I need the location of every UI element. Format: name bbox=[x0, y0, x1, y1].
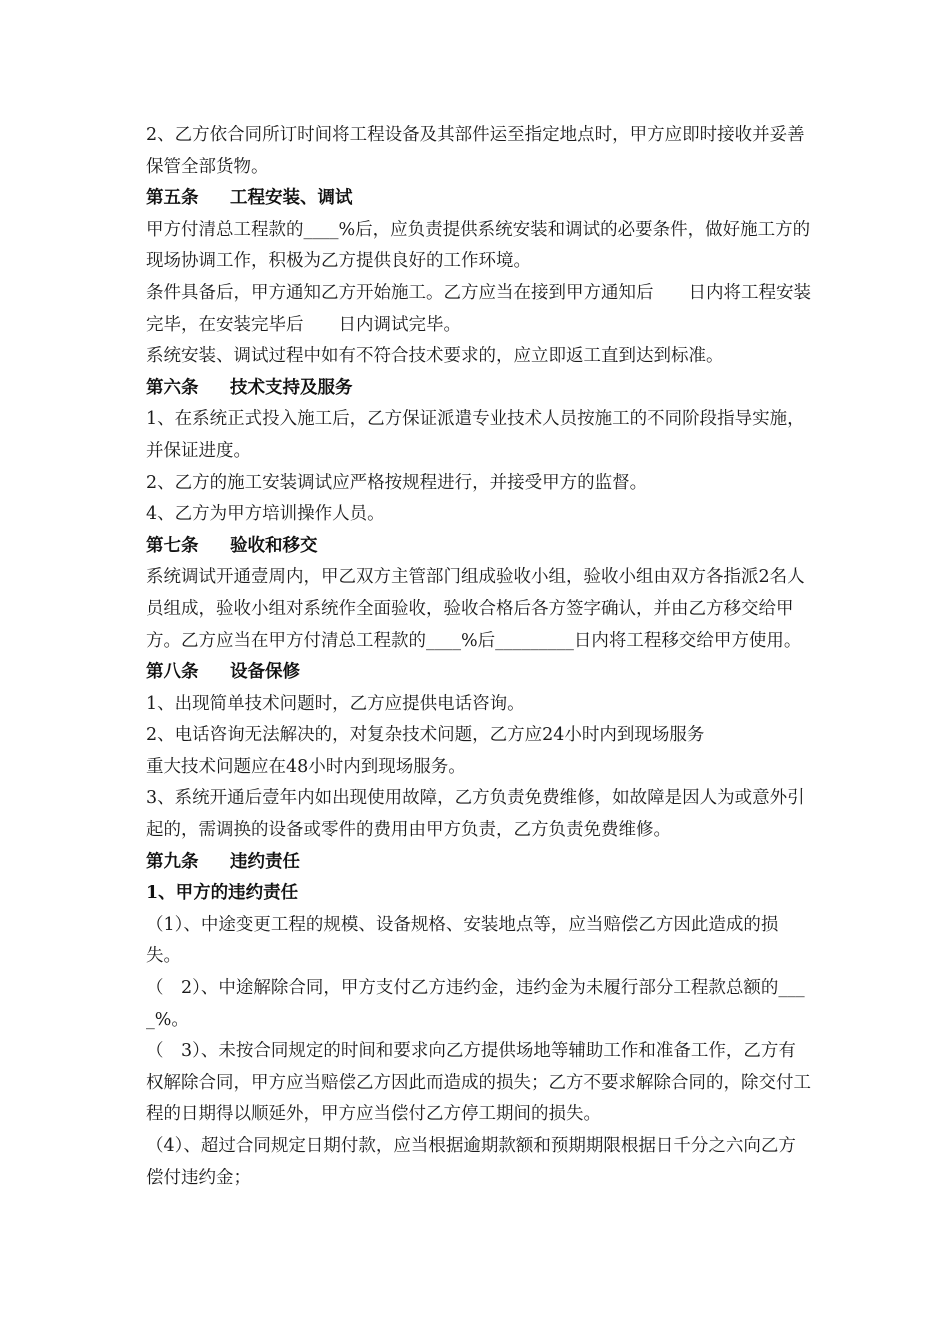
clause-paragraph: （4）、超过合同规定日期付款，应当根据逾期款额和预期期限根据日千分之六向乙方偿付违约金； bbox=[146, 1136, 796, 1188]
section-number: 第九条 bbox=[146, 851, 199, 872]
clause-paragraph: 4、乙方为甲方培训操作人员。 bbox=[146, 504, 385, 525]
clause-paragraph: 1、在系统正式投入施工后，乙方保证派遣专业技术人员按施工的不同阶段指导实施，并保证进度。 bbox=[146, 409, 805, 461]
clause-paragraph: （1）、中途变更工程的规模、设备规格、安装地点等，应当赔偿乙方因此造成的损失。 bbox=[146, 914, 779, 967]
section-title: 工程安装、调试 bbox=[230, 188, 353, 209]
section-title: 设备保修 bbox=[230, 662, 300, 683]
subsection-title: 1、甲方的违约责任 bbox=[146, 883, 299, 904]
document-body bbox=[146, 120, 811, 1194]
clause-paragraph: （ 2）、中途解除合同，甲方支付乙方违约金，违约金为未履行部分工程款总额的____%。 bbox=[146, 978, 805, 1030]
section-number: 第六条 bbox=[146, 377, 199, 398]
section-title: 违约责任 bbox=[230, 851, 300, 872]
clause-paragraph: 1、出现简单技术问题时，乙方应提供电话咨询。 bbox=[146, 693, 525, 714]
section-number: 第八条 bbox=[146, 662, 199, 683]
clause-paragraph: 2、乙方依合同所订时间将工程设备及其部件运至指定地点时，甲方应即时接收并妥善保管全部货物。 bbox=[146, 125, 805, 177]
section-heading-6 bbox=[146, 373, 811, 405]
clause-paragraph: 系统安装、调试过程中如有不符合技术要求的，应立即返工直到达到标准。 bbox=[146, 346, 724, 367]
section-heading-7 bbox=[146, 531, 811, 563]
clause-paragraph: 条件具备后，甲方通知乙方开始施工。乙方应当在接到甲方通知后 日内将工程安装完毕，在安装完毕后 日内调试完毕。 bbox=[146, 282, 811, 335]
clause-paragraph: （ 3）、未按合同规定的时间和要求向乙方提供场地等辅助工作和准备工作，乙方有权解除合同，甲方应当赔偿乙方因此而造成的损失；乙方不要求解除合同的，除交付工程的日期得以顺延外，甲方应当偿付乙方停工期间的损失。 bbox=[146, 1041, 811, 1125]
section-number: 第七条 bbox=[146, 535, 199, 556]
clause-paragraph: 2、乙方的施工安装调试应严格按规程进行，并接受甲方的监督。 bbox=[146, 472, 648, 493]
section-heading-8 bbox=[146, 657, 811, 689]
section-title: 技术支持及服务 bbox=[230, 377, 353, 398]
clause-paragraph: 甲方付清总工程款的____%后，应负责提供系统安装和调试的必要条件，做好施工方的现场协调工作，积极为乙方提供良好的工作环境。 bbox=[146, 219, 811, 272]
clause-paragraph: 系统调试开通壹周内，甲乙双方主管部门组成验收小组，验收小组由双方各指派2名人员组成，验收小组对系统作全面验收，验收合格后各方签字确认，并由乙方移交给甲方。乙方应当在甲方付清总工程款的____%后_________日内将工程移交给甲方使用。 bbox=[146, 567, 805, 651]
section-heading-5 bbox=[146, 183, 811, 215]
clause-paragraph: 2、电话咨询无法解决的，对复杂技术问题，乙方应24小时内到现场服务 bbox=[146, 725, 705, 746]
subsection-heading bbox=[146, 878, 811, 910]
section-title: 验收和移交 bbox=[230, 535, 318, 556]
clause-paragraph: 3、系统开通后壹年内如出现使用故障，乙方负责免费维修，如故障是因人为或意外引起的，需调换的设备或零件的费用由甲方负责，乙方负责免费维修。 bbox=[146, 788, 805, 841]
clause-paragraph: 重大技术问题应在48小时内到现场服务。 bbox=[146, 756, 466, 777]
section-number: 第五条 bbox=[146, 188, 199, 209]
section-heading-9 bbox=[146, 847, 811, 879]
